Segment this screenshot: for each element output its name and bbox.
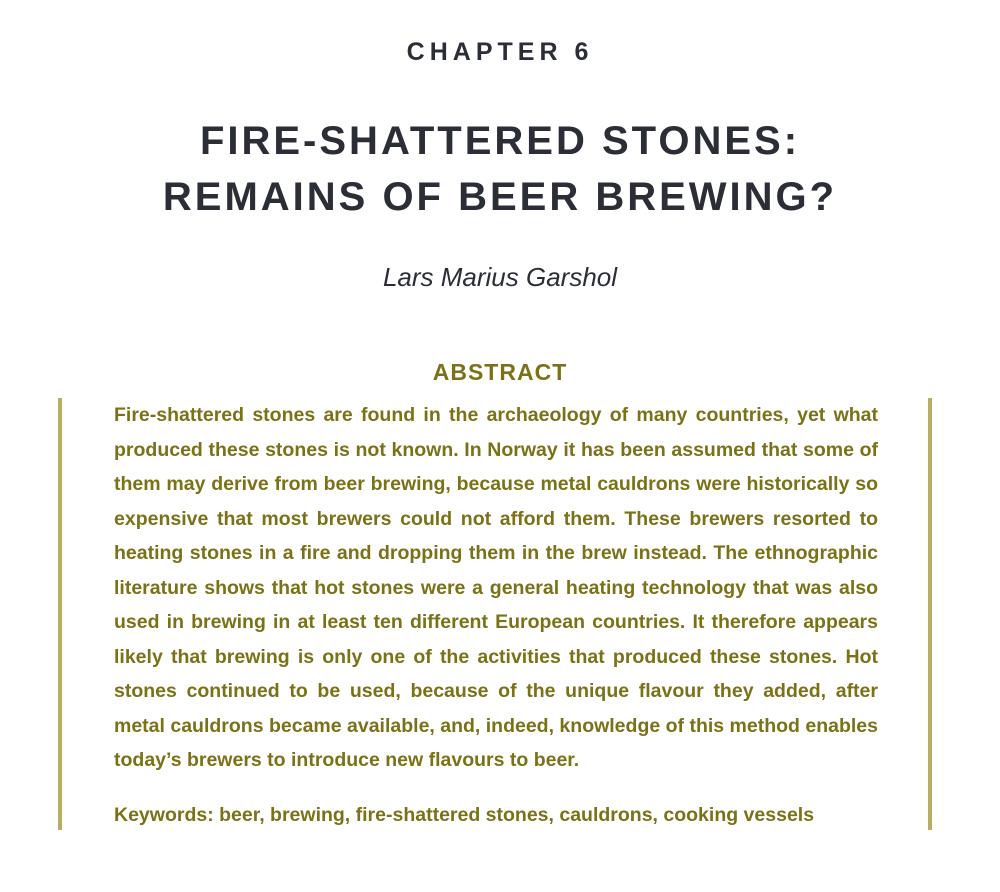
abstract-body: Fire-shattered stones are found in the archaeology of many countries, yet what produced these stones is not known. In Norway it has been assumed that some of them may derive from beer brewing, because metal cauldrons were historically so expensive that most brewers could not afford them. These brewers resorted to heating stones in a fire and dropping them in the brew instead. The ethnographic literature shows that hot stones were a general heating technology that was also used in brewing in at least ten different European countries. It therefore appears likely that brewing is only one of the activities that produced these stones. Hot stones continued to be used, because of the unique flavour they added, after metal cauldrons became available, and, indeed, knowledge of this method enables today’s brewers to introduce new flavours to beer. xyxy=(114,404,878,771)
abstract-keywords: Keywords: beer, brewing, fire-shattered stones, cauldrons, cooking vessels xyxy=(114,804,815,826)
chapter-title-line-2: REMAINS OF BEER BREWING? xyxy=(162,175,838,219)
chapter-title xyxy=(0,113,1000,225)
abstract-heading: ABSTRACT xyxy=(432,359,568,385)
chapter-label: CHAPTER 6 xyxy=(406,38,594,66)
author-name: Lars Marius Garshol xyxy=(382,262,618,292)
abstract-right-rule xyxy=(928,398,932,830)
chapter-title-line-1: FIRE-SHATTERED STONES: xyxy=(199,119,801,163)
abstract-left-rule xyxy=(58,398,62,830)
